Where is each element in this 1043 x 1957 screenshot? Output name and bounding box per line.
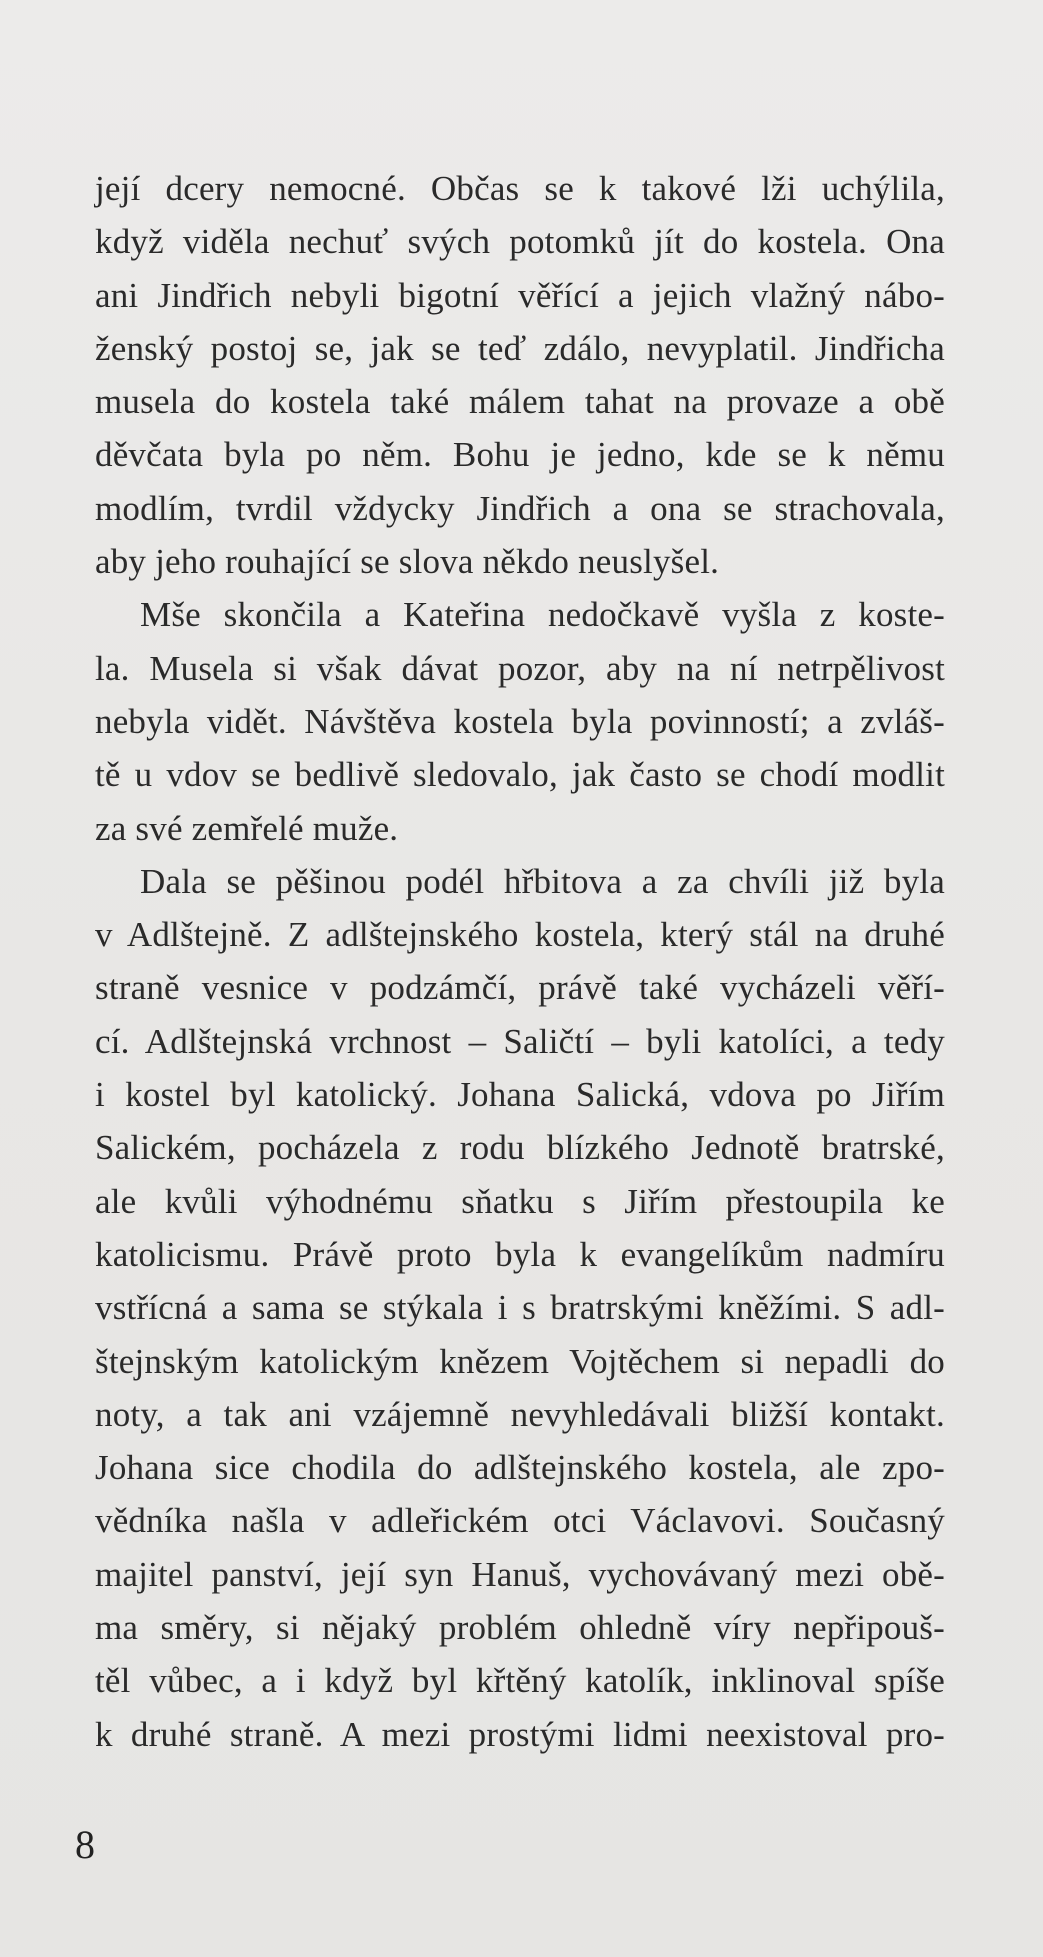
text-line: vědníka našla v adleřickém otci Václavovi. Současný — [95, 1501, 945, 1541]
text-line: těl vůbec, a i když byl křtěný katolík, inklinoval spíše — [95, 1661, 945, 1701]
text-line: nebyla vidět. Návštěva kostela byla povinností; a zvláš- — [95, 701, 945, 741]
text-line: za své zemřelé muže. — [95, 808, 399, 848]
text-line: la. Musela si však dávat pozor, aby na ní netrpělivost — [95, 648, 945, 688]
text-line: k druhé straně. A mezi prostými lidmi neexistoval pro- — [95, 1714, 945, 1754]
text-line: ma směry, si nějaký problém ohledně víry nepřipouš- — [95, 1608, 945, 1648]
page-number: 8 — [75, 1822, 95, 1867]
text-line: katolicismu. Právě proto byla k evangelíkům nadmíru — [95, 1234, 945, 1274]
text-line: ale kvůli výhodnému sňatku s Jiřím přestoupila ke — [95, 1181, 945, 1221]
text-line: ani Jindřich nebyli bigotní věřící a jejich vlažný nábo- — [95, 275, 945, 315]
text-line: Mše skončila a Kateřina nedočkavě vyšla z koste- — [140, 595, 945, 635]
text-line: straně vesnice v podzámčí, právě také vycházeli věří- — [95, 968, 945, 1008]
text-line: cí. Adlštejnská vrchnost – Saličtí – byli katolíci, a tedy — [95, 1021, 945, 1061]
text-line: i kostel byl katolický. Johana Salická, vdova po Jiřím — [95, 1075, 945, 1115]
text-line: musela do kostela také málem tahat na provaze a obě — [95, 382, 945, 422]
text-line: vstřícná a sama se stýkala i s bratrskými kněžími. S adl- — [95, 1288, 945, 1328]
text-line: Johana sice chodila do adlštejnského kostela, ale zpo- — [95, 1448, 945, 1488]
text-line: když viděla nechuť svých potomků jít do kostela. Ona — [95, 222, 945, 262]
text-line: její dcery nemocné. Občas se k takové lži uchýlila, — [95, 169, 945, 208]
text-line: tě u vdov se bedlivě sledovalo, jak často se chodí modlit — [95, 755, 945, 795]
body-text — [95, 162, 945, 1761]
text-line: Salickém, pocházela z rodu blízkého Jednotě bratrské, — [95, 1128, 945, 1168]
text-line: majitel panství, její syn Hanuš, vychovávaný mezi obě- — [95, 1554, 945, 1594]
text-line: děvčata byla po něm. Bohu je jedno, kde se k němu — [95, 435, 945, 475]
text-line: aby jeho rouhající se slova někdo neuslyšel. — [95, 542, 720, 582]
text-line: štejnským katolickým knězem Vojtěchem si nepadli do — [95, 1341, 945, 1381]
text-line: v Adlštejně. Z adlštejnského kostela, který stál na druhé — [95, 915, 945, 955]
text-line: Dala se pěšinou podél hřbitova a za chvíli již byla — [140, 861, 945, 901]
text-line: ženský postoj se, jak se teď zdálo, nevyplatil. Jindřicha — [95, 328, 945, 368]
text-line: modlím, tvrdil vždycky Jindřich a ona se strachovala, — [95, 488, 945, 528]
text-line: noty, a tak ani vzájemně nevyhledávali bližší kontakt. — [95, 1394, 945, 1434]
